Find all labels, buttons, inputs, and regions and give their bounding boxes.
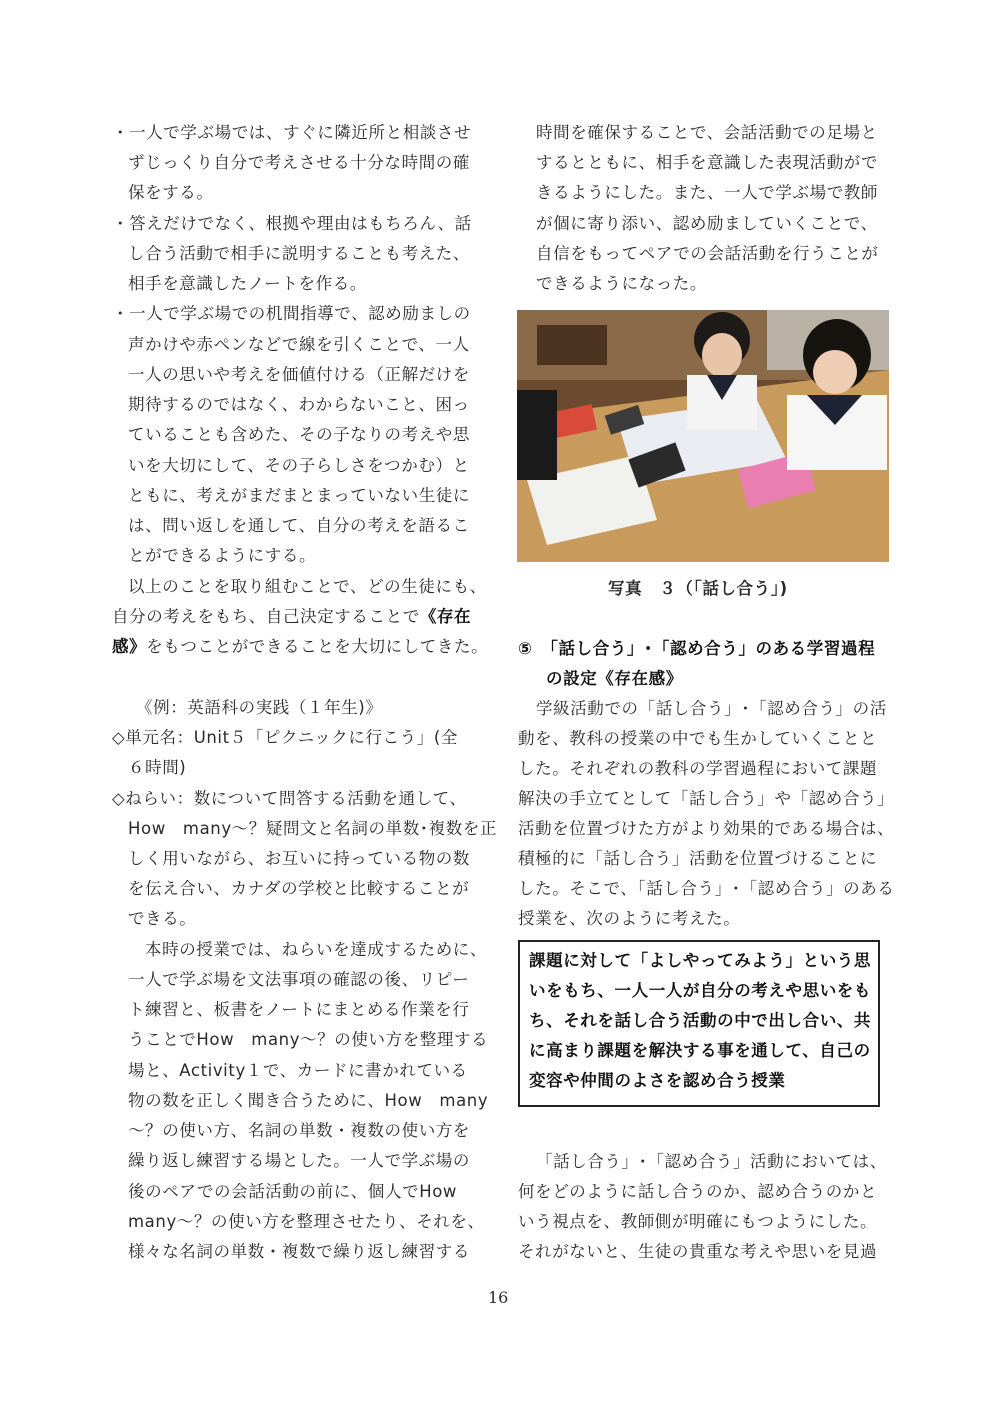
box-line: 変容や仲間のよさを認め合う授業 (529, 1071, 786, 1090)
photo-caption: 写真 ３（｢話し合う｣) (608, 579, 788, 598)
unit-line: ◇単元名：Unit５「ピクニックに行こう」(全 (112, 728, 459, 747)
summary-line: 以上のことを取り組むことで、どの生徒にも、 (128, 577, 487, 596)
section-body-line: 積極的に「話し合う」活動を位置づけることに (518, 849, 878, 868)
right-text-line: きるようにした。また、一人で学ぶ場で教師 (536, 183, 878, 202)
lesson-line: 一人で学ぶ場を文法事項の確認の後、リピー (128, 970, 470, 989)
lesson-line: うことでHow many～？の使い方を整理する (128, 1030, 489, 1049)
summary-line: 感》をもつことができることを大切にしてきた。 (112, 637, 489, 656)
bullet-line: 一人の思いや考えを価値付ける（正解だけを (128, 365, 470, 384)
lesson-line: ～？の使い方、名詞の単数・複数の使い方を (128, 1121, 470, 1140)
summary-line: 自分の考えをもち、自己決定することで《存在 (112, 607, 472, 626)
section-body-line: した。それぞれの教科の学習過程において課題 (518, 759, 878, 778)
section-body-line: 授業を、次のように考えた。 (518, 909, 741, 928)
bullet-line: し合う活動で相手に説明することも考えた、 (128, 244, 470, 263)
right-bottom-line: それがないと、生徒の貴重な考えや思いを見過 (518, 1242, 878, 1261)
box-line: ち、それを話し合う活動の中で出し合い、共 (529, 1011, 871, 1030)
lesson-line: 場と、Activity１で、カードに書かれている (128, 1061, 468, 1080)
lesson-line: many～？の使い方を整理させたり、それを、 (128, 1212, 485, 1231)
bullet-line: 保をする。 (128, 183, 214, 202)
aim-line: できる。 (128, 909, 197, 928)
right-bottom-line: 何をどのように話し合うのか、認め合うのかと (518, 1182, 878, 1201)
right-text-line: が個に寄り添い、認め励ましていくことで、 (536, 214, 878, 233)
right-text-line: できるようになった。 (536, 274, 707, 293)
lesson-line: 物の数を正しく聞き合うために、How many (128, 1091, 489, 1110)
section-body-line: 活動を位置づけた方がより効果的である場合は、 (518, 819, 895, 838)
aim-line: How many～？疑問文と名詞の単数･複数を正 (128, 819, 498, 838)
right-text-line: するとともに、相手を意識した表現活動がで (536, 153, 878, 172)
presence-keyword: 感》 (112, 637, 147, 656)
bullet-line: いを大切にして、その子らしさをつかむ）と (128, 456, 470, 475)
bullet-line: ・答えだけでなく、根拠や理由はもちろん、話 (112, 214, 472, 233)
box-line: 課題に対して「よしやってみよう」という思 (529, 951, 871, 970)
section-body-line: した。そこで、「話し合う」･「認め合う」のある (518, 879, 895, 898)
bullet-line: とができるようにする。 (128, 546, 317, 565)
aim-line: しく用いながら、お互いに持っている物の数 (128, 849, 470, 868)
lesson-line: ト練習と、板書をノートにまとめる作業を行 (128, 1000, 470, 1019)
lesson-line: 後のペアでの会話活動の前に、個人でHow (128, 1182, 457, 1201)
section-body-line: 学級活動での「話し合う」･「認め合う」の活 (536, 699, 887, 718)
bullet-line: ・一人で学ぶ場では、すぐに隣近所と相談させ (112, 123, 472, 142)
page-number: 16 (488, 1288, 509, 1307)
classroom-photo (517, 310, 889, 562)
box-line: に高まり課題を解決する事を通して、自己の (529, 1041, 871, 1060)
example-title: 《例：英語科の実践（１年生)》 (136, 698, 383, 717)
bullet-line: ずじっくり自分で考えさせる十分な時間の確 (128, 153, 470, 172)
bullet-line: ・一人で学ぶ場での机間指導で、認め励ましの (112, 304, 471, 323)
bullet-line: 期待するのではなく、わからないこと、困っ (128, 395, 470, 414)
classroom-photo-illustration (517, 310, 889, 562)
section-heading: ⑤ 「話し合う」･「認め合う」のある学習過程 (518, 639, 876, 658)
bullet-line: ていることも含めた、その子なりの考えや思 (128, 425, 470, 444)
box-line: いをもち、一人一人が自分の考えや思いをも (529, 981, 871, 1000)
bullet-line: は、問い返しを通して、自分の考えを語るこ (128, 516, 470, 535)
right-text-line: 時間を確保することで、会話活動での足場と (536, 123, 878, 142)
right-text-line: 自信をもってペアでの会話活動を行うことが (536, 244, 879, 263)
aim-line: を伝え合い、カナダの学校と比較することが (128, 879, 470, 898)
presence-keyword: 《存在 (419, 607, 472, 626)
section-heading: の設定《存在感》 (546, 669, 683, 688)
section-body-line: 解決の手立てとして「話し合う」や「認め合う」 (518, 789, 895, 808)
bullet-line: 声かけや赤ペンなどで線を引くことで、一人 (128, 335, 470, 354)
lesson-line: 本時の授業では、ねらいを達成するために、 (145, 940, 487, 959)
right-bottom-line: 「話し合う」･「認め合う」活動においては、 (536, 1152, 887, 1171)
section-body-line: 動を、教科の授業の中でも生かしていくことと (518, 729, 878, 748)
bullet-line: ともに、考えがまだまとまっていない生徒に (128, 486, 470, 505)
lesson-line: 繰り返し練習する場とした。一人で学ぶ場の (128, 1151, 470, 1170)
unit-line: ６時間) (128, 758, 187, 777)
bullet-line: 相手を意識したノートを作る。 (128, 274, 367, 293)
aim-line: ◇ねらい：数について問答する活動を通して、 (112, 789, 467, 808)
right-bottom-line: いう視点を、教師側が明確にもつようにした。 (518, 1212, 878, 1231)
lesson-line: 様々な名詞の単数・複数で繰り返し練習する (128, 1242, 470, 1261)
